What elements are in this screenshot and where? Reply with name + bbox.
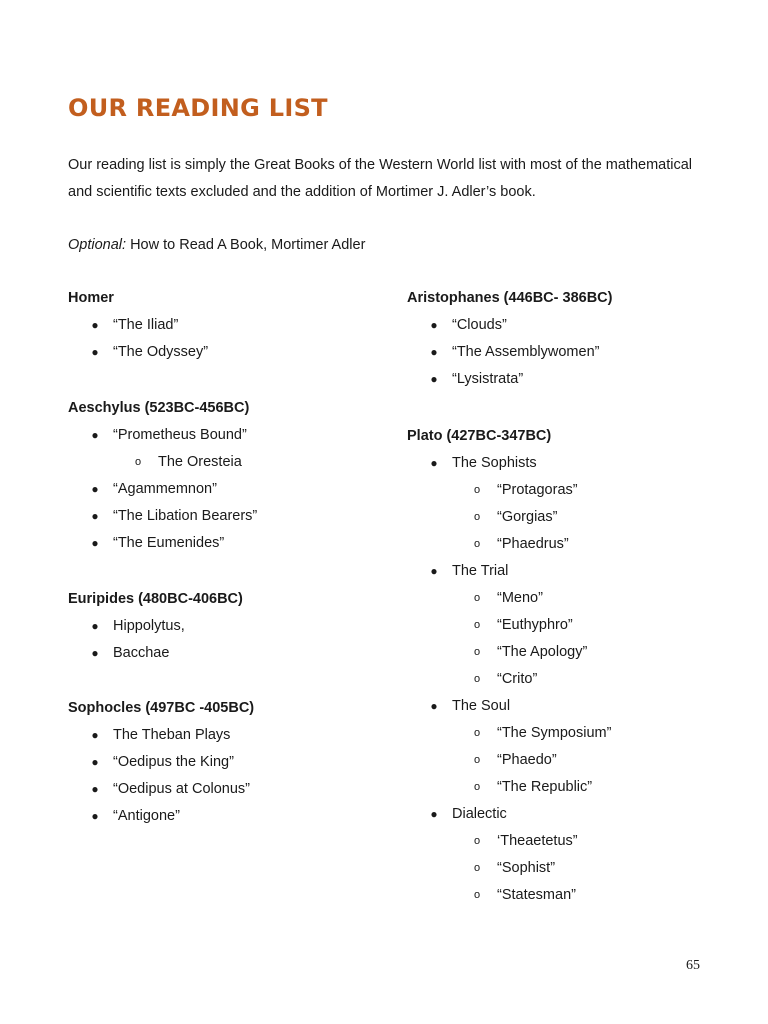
list-item: o “The Symposium” bbox=[407, 720, 611, 747]
list-item: ● “The Iliad” bbox=[68, 312, 208, 339]
circle-bullet-icon: o bbox=[473, 889, 481, 901]
list-item: ● The Soul bbox=[407, 693, 611, 720]
bullet-icon: ● bbox=[91, 755, 99, 769]
bullet-icon: ● bbox=[430, 807, 438, 821]
bullet-icon: ● bbox=[91, 482, 99, 496]
author-name: Aristophanes (446BC- 386BC) bbox=[407, 290, 613, 306]
circle-bullet-icon: o bbox=[473, 781, 481, 793]
circle-bullet-icon: o bbox=[473, 754, 481, 766]
author-aeschylus bbox=[68, 395, 257, 557]
list-item: o ‘Theaetetus” bbox=[407, 828, 611, 855]
author-name: Sophocles (497BC -405BC) bbox=[68, 700, 255, 716]
list-item: o “Protagoras” bbox=[407, 477, 611, 504]
list-item: o “Phaedrus” bbox=[407, 531, 611, 558]
list-item: ● “Antigone” bbox=[68, 803, 254, 830]
bullet-icon: ● bbox=[430, 318, 438, 332]
circle-bullet-icon: o bbox=[473, 538, 481, 550]
author-name: Aeschylus (523BC-456BC) bbox=[68, 400, 250, 416]
author-aristophanes bbox=[407, 285, 612, 393]
list-item: ● The Theban Plays bbox=[68, 722, 254, 749]
list-item: ● “Clouds” bbox=[407, 312, 612, 339]
list-item: o “Phaedo” bbox=[407, 747, 611, 774]
circle-bullet-icon: o bbox=[473, 646, 481, 658]
bullet-icon: ● bbox=[91, 728, 99, 742]
bullet-icon: ● bbox=[430, 456, 438, 470]
list-item: o The Oresteia bbox=[68, 449, 257, 476]
list-item: o “Sophist” bbox=[407, 855, 611, 882]
list-item: o “The Republic” bbox=[407, 774, 611, 801]
list-item: ● “The Eumenides” bbox=[68, 530, 257, 557]
list-item: ● “The Odyssey” bbox=[68, 339, 208, 366]
bullet-icon: ● bbox=[430, 372, 438, 386]
circle-bullet-icon: o bbox=[473, 592, 481, 604]
circle-bullet-icon: o bbox=[473, 511, 481, 523]
circle-bullet-icon: o bbox=[473, 484, 481, 496]
list-item: o “The Apology” bbox=[407, 639, 611, 666]
list-item: ● The Sophists bbox=[407, 450, 611, 477]
bullet-icon: ● bbox=[91, 318, 99, 332]
list-item: o “Meno” bbox=[407, 585, 611, 612]
author-name: Homer bbox=[68, 290, 114, 306]
bullet-icon: ● bbox=[91, 345, 99, 359]
list-item: ● “The Libation Bearers” bbox=[68, 503, 257, 530]
author-sophocles bbox=[68, 695, 254, 830]
bullet-icon: ● bbox=[430, 699, 438, 713]
page-number: 65 bbox=[686, 958, 700, 973]
list-item: ● Hippolytus, bbox=[68, 613, 243, 640]
list-item: ● “The Assemblywomen” bbox=[407, 339, 612, 366]
bullet-icon: ● bbox=[91, 509, 99, 523]
circle-bullet-icon: o bbox=[134, 456, 142, 468]
author-homer bbox=[68, 285, 208, 366]
list-item: o “Euthyphro” bbox=[407, 612, 611, 639]
bullet-icon: ● bbox=[91, 428, 99, 442]
bullet-icon: ● bbox=[91, 646, 99, 660]
list-item: ● “Prometheus Bound” bbox=[68, 422, 257, 449]
list-item: ● “Oedipus the King” bbox=[68, 749, 254, 776]
optional-text: How to Read A Book, Mortimer Adler bbox=[130, 237, 366, 253]
bullet-icon: ● bbox=[91, 782, 99, 796]
bullet-icon: ● bbox=[91, 619, 99, 633]
list-item: ● Dialectic bbox=[407, 801, 611, 828]
page-title: OUR READING LIST bbox=[68, 94, 328, 122]
list-item: o “Statesman” bbox=[407, 882, 611, 909]
bullet-icon: ● bbox=[91, 809, 99, 823]
list-item: ● Bacchae bbox=[68, 640, 243, 667]
intro-paragraph: Our reading list is simply the Great Books of the Western World list with most of the mathematical and scientific texts excluded and the addition of Mortimer J. Adler’s book. bbox=[68, 157, 693, 200]
bullet-icon: ● bbox=[91, 536, 99, 550]
list-item: ● “Oedipus at Colonus” bbox=[68, 776, 254, 803]
circle-bullet-icon: o bbox=[473, 673, 481, 685]
list-item: ● “Agammemnon” bbox=[68, 476, 257, 503]
author-name: Euripides (480BC-406BC) bbox=[68, 591, 243, 607]
bullet-icon: ● bbox=[430, 564, 438, 578]
optional-note bbox=[68, 233, 365, 257]
list-item: ● The Trial bbox=[407, 558, 611, 585]
list-item: o “Gorgias” bbox=[407, 504, 611, 531]
bullet-icon: ● bbox=[430, 345, 438, 359]
optional-label: Optional: bbox=[68, 237, 127, 253]
circle-bullet-icon: o bbox=[473, 727, 481, 739]
circle-bullet-icon: o bbox=[473, 619, 481, 631]
list-item: ● “Lysistrata” bbox=[407, 366, 612, 393]
author-name: Plato (427BC-347BC) bbox=[407, 428, 552, 444]
list-item: o “Crito” bbox=[407, 666, 611, 693]
author-plato bbox=[407, 423, 611, 909]
author-euripides bbox=[68, 586, 243, 667]
circle-bullet-icon: o bbox=[473, 835, 481, 847]
circle-bullet-icon: o bbox=[473, 862, 481, 874]
